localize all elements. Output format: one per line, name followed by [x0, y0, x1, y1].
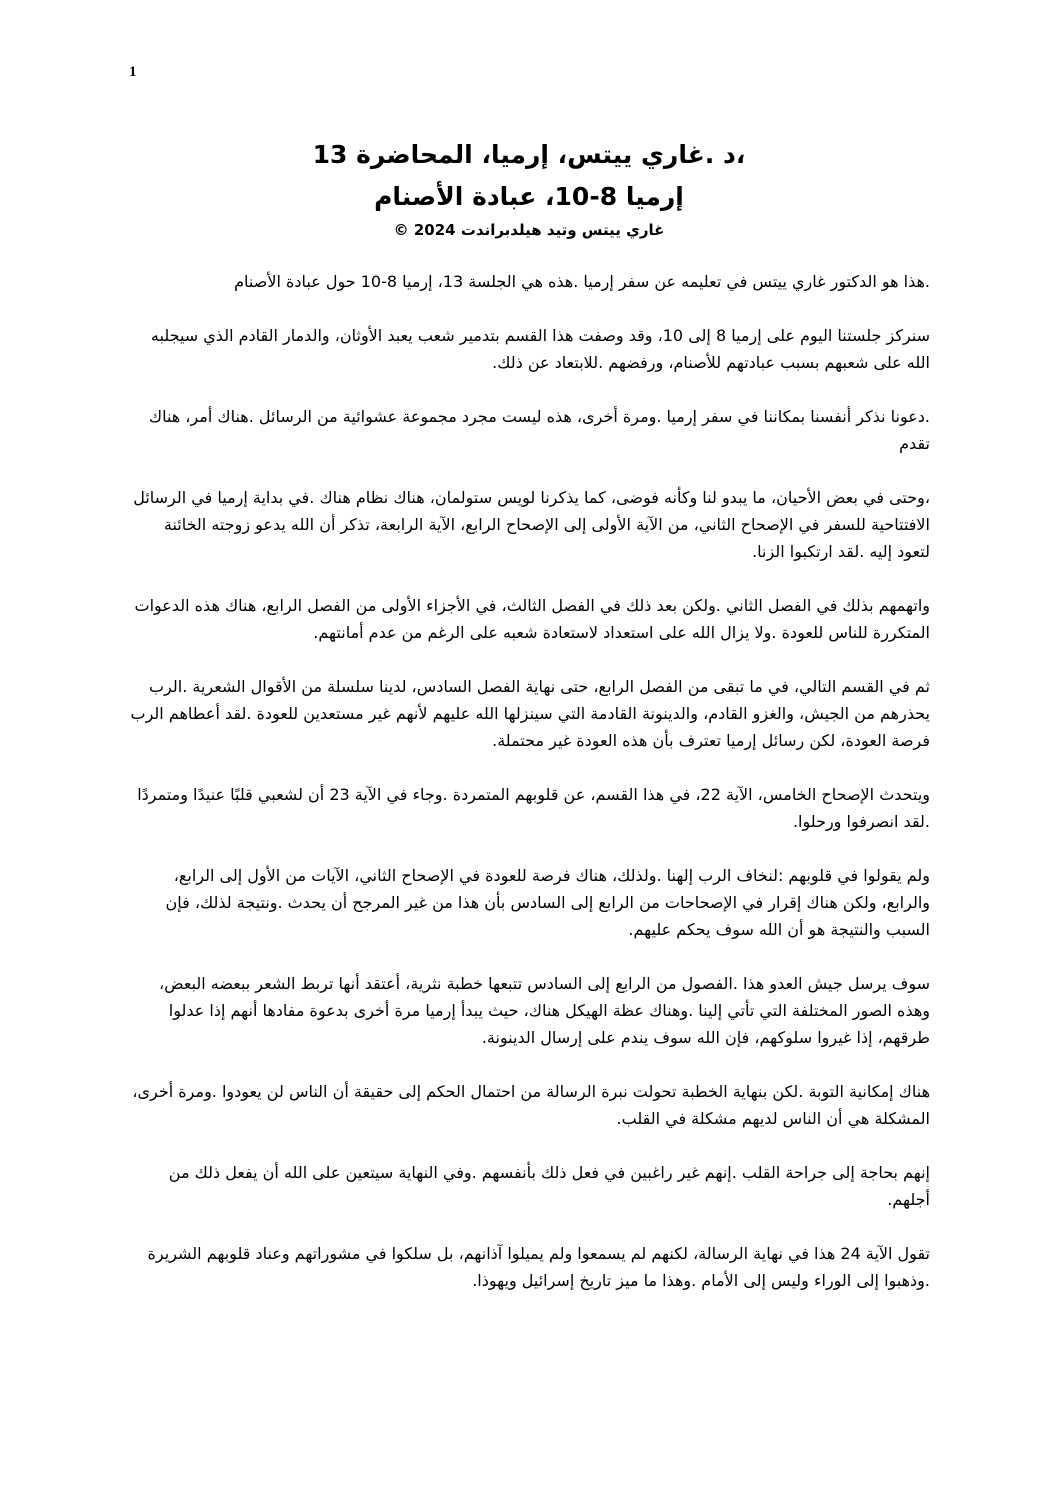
- title-line-1: ،د .غاري ييتس، إرميا، المحاضرة 13: [312, 140, 746, 169]
- title-line-2: إرميا 8-10، عبادة الأصنام: [374, 182, 684, 211]
- page-number: 1: [129, 64, 137, 80]
- paragraph-6: ثم في القسم التالي، في ما تبقى من الفصل الرابع، حتى نهاية الفصل السادس، لدينا سلسلة من الأقوال الشعرية .الرب يحذرهم من الجيش، والغزو القادم، والدينونة القادمة التي سينزلها الله عليهم لأنهم غير مستعدين للعودة .لقد أعطاهم الرب فرصة العودة، لكن رسائل إرميا تعترف بأن هذه العودة غير محتملة.: [130, 677, 930, 750]
- paragraph-8: ولم يقولوا في قلوبهم :لنخاف الرب إلهنا .ولذلك، هناك فرصة للعودة في الإصحاح الثاني، الآيات من الأول إلى الرابع، والرابع، ولكن هناك إقرار في الإصحاحات من الرابع إلى السادس بأن هذا من غير المرجح أن يحدث .ونتيجة لذلك، فإن السبب والنتيجة هو أن الله سوف يحكم عليهم.: [165, 866, 930, 939]
- paragraph-11: إنهم بحاجة إلى جراحة القلب .إنهم غير راغبين في فعل ذلك بأنفسهم .وفي النهاية سيتعين على الله أن يفعل ذلك من أجلهم.: [168, 1163, 930, 1209]
- document-body: [130, 268, 930, 1321]
- paragraph-1: .هذا هو الدكتور غاري ييتس في تعليمه عن سفر إرميا .هذه هي الجلسة 13، إرميا 8-10 حول عبادة الأصنام: [234, 272, 930, 291]
- paragraph-5: واتهمهم بذلك في الفصل الثاني .ولكن بعد ذلك في الفصل الثالث، في الأجزاء الأولى من الفصل الرابع، هناك هذه الدعوات المتكررة للناس للعودة .ولا يزال الله على استعداد لاستعادة شعبه على الرغم من عدم أمانتهم.: [134, 596, 930, 642]
- paragraph-4: ،وحتى في بعض الأحيان، ما يبدو لنا وكأنه فوضى، كما يذكرنا لويس ستولمان، هناك نظام هناك .في بداية إرميا في الرسائل الافتتاحية للسفر في الإصحاح الثاني، من الآية الأولى إلى الإصحاح الرابع، الآية الرابعة، تذكر أن الله يدعو زوجته الخائنة لتعود إليه .لقد ارتكبوا الزنا.: [133, 488, 930, 561]
- paragraph-2: سنركز جلستنا اليوم على إرميا 8 إلى 10، وقد وصفت هذا القسم بتدمير شعب يعبد الأوثان، والدمار القادم الذي سيجلبه الله على شعبهم بسبب عبادتهم للأصنام، ورفضهم .للابتعاد عن ذلك.: [150, 326, 930, 372]
- paragraph-12: تقول الآية 24 هذا في نهاية الرسالة، لكنهم لم يسمعوا ولم يميلوا آذانهم، بل سلكوا في مشوراتهم وعناد قلوبهم الشريرة .وذهبوا إلى الوراء وليس إلى الأمام .وهذا ما ميز تاريخ إسرائيل ويهوذا.: [147, 1244, 930, 1290]
- paragraph-10: هناك إمكانية التوبة .لكن بنهاية الخطبة تحولت نبرة الرسالة من احتمال الحكم إلى حقيقة أن الناس لن يعودوا .ومرة أخرى، المشكلة هي أن الناس لديهم مشكلة في القلب.: [132, 1082, 930, 1128]
- copyright-line: غاري ييتس وتيد هيلدبراندت 2024 ©: [393, 221, 665, 239]
- paragraph-7: ويتحدث الإصحاح الخامس، الآية 22، في هذا القسم، عن قلوبهم المتمردة .وجاء في الآية 23 أن لشعبي قلبًا عنيدًا ومتمردًا .لقد انصرفوا ورحلوا.: [137, 785, 930, 831]
- paragraph-9: سوف يرسل جيش العدو هذا .الفصول من الرابع إلى السادس تتبعها خطبة نثرية، أعتقد أنها تربط الشعر ببعضه البعض، وهذه الصور المختلفة التي تأتي إلينا .وهناك عظة الهيكل هناك، حيث يبدأ إرميا مرة أخرى بدعوة مفادها أنهم إذا عدلوا طرقهم، إذا غيروا سلوكهم، فإن الله سوف يندم على إرسال الدينونة.: [159, 974, 930, 1047]
- paragraph-3: .دعونا نذكر أنفسنا بمكاننا في سفر إرميا .ومرة أخرى، هذه ليست مجرد مجموعة عشوائية من الرسائل .هناك أمر، هناك تقدم: [148, 407, 930, 453]
- title-block: [0, 134, 1058, 242]
